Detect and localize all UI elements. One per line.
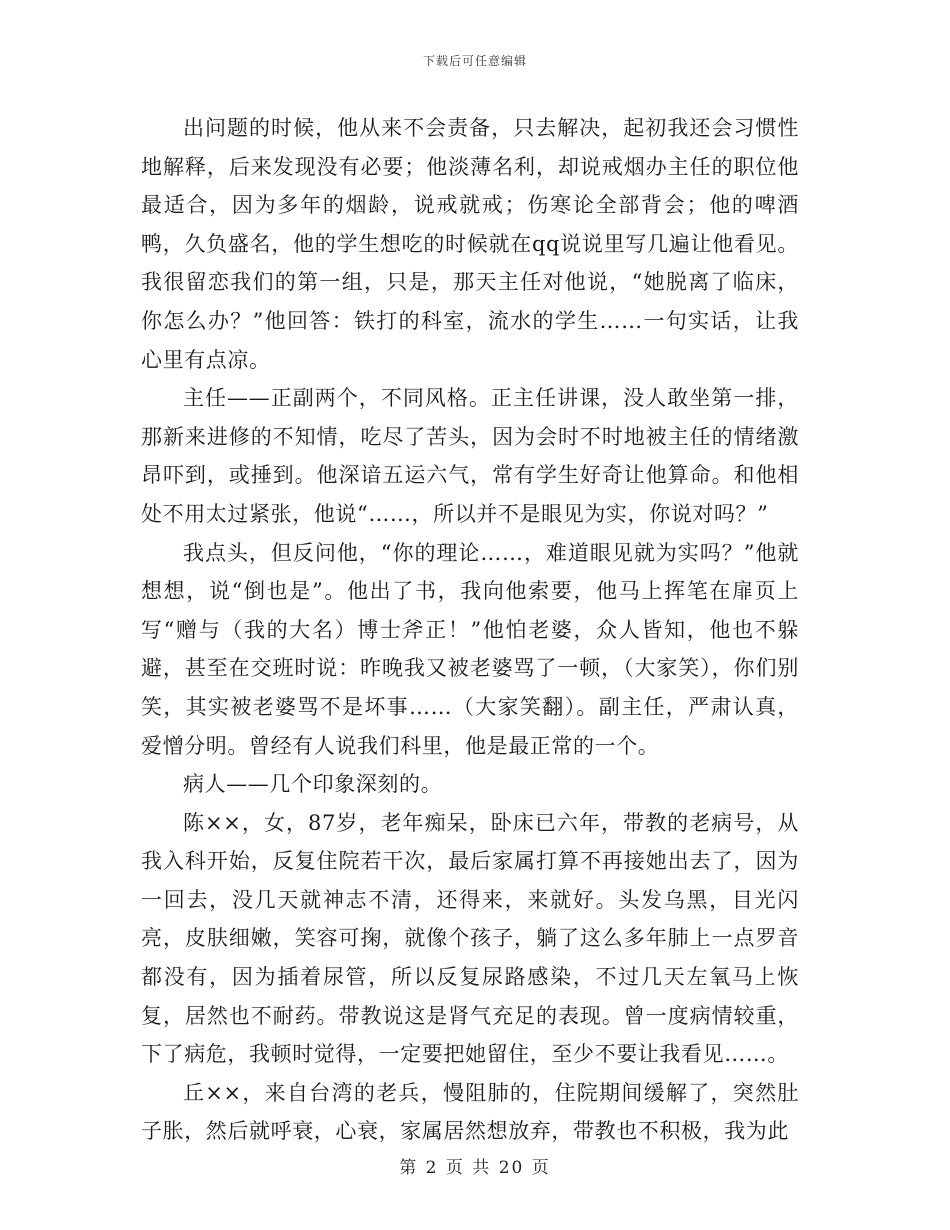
- paragraph: 我点头，但反问他，“你的理论……，难道眼见就为实吗？”他就想想，说“倒也是”。他出了书，我向他索要，他马上挥笔在扉页上写“赠与（我的大名）博士斧正！”他怕老婆，众人皆知，他也不躲避，甚至在交班时说：昨晚我又被老婆骂了一顿，（大家笑），你们别笑，其实被老婆骂不是坏事……（大家笑翻）。副主任，严肃认真，爱憎分明。曾经有人说我们科里，他是最正常的一个。: [141, 540, 799, 758]
- paragraph: 出问题的时候，他从来不会责备，只去解决，起初我还会习惯性地解释，后来发现没有必要；他淡薄名利，却说戒烟办主任的职位他最适合，因为多年的烟龄，说戒就戒；伤寒论全部背会；他的啤酒鸭，久负盛名，他的学生想吃的时候就在qq说说里写几遍让他看见。我很留恋我们的第一组，只是，那天主任对他说，“她脱离了临床，你怎么办？”他回答：铁打的科室，流水的学生……一句实话，让我心里有点凉。: [141, 116, 799, 372]
- document-body: [141, 109, 799, 1151]
- paragraph: 主任——正副两个，不同风格。正主任讲课，没人敢坐第一排，那新来进修的不知情，吃尽了苦头，因为会时不时地被主任的情绪激昂吓到，或捶到。他深谙五运六气，常有学生好奇让他算命。和他相处不用太过紧张，他说“……，所以并不是眼见为实，你说对吗？”: [141, 386, 799, 526]
- paragraph: 丘××，来自台湾的老兵，慢阻肺的，住院期间缓解了，突然肚子胀，然后就呼衰，心衰，家属居然想放弃，带教也不积极，我为此: [141, 1080, 799, 1144]
- paragraph: 陈××，女，87岁，老年痴呆，卧床已六年，带教的老病号，从我入科开始，反复住院若干次，最后家属打算不再接她出去了，因为一回去，没几天就神志不清，还得来，来就好。头发乌黑，目光闪亮，皮肤细嫩，笑容可掬，就像个孩子，躺了这么多年肺上一点罗音都没有，因为插着尿管，所以反复尿路感染，不过几天左氧马上恢复，居然也不耐药。带教说这是肾气充足的表现。曾一度病情较重，下了病危，我顿时觉得，一定要把她留住，至少不要让我看见……。: [141, 810, 799, 1067]
- page-header: 下载后可任意编辑: [422, 54, 527, 68]
- paragraph: 病人——几个印象深刻的。: [183, 772, 443, 797]
- page-number-footer: 第 2 页 共 20 页: [399, 1158, 551, 1178]
